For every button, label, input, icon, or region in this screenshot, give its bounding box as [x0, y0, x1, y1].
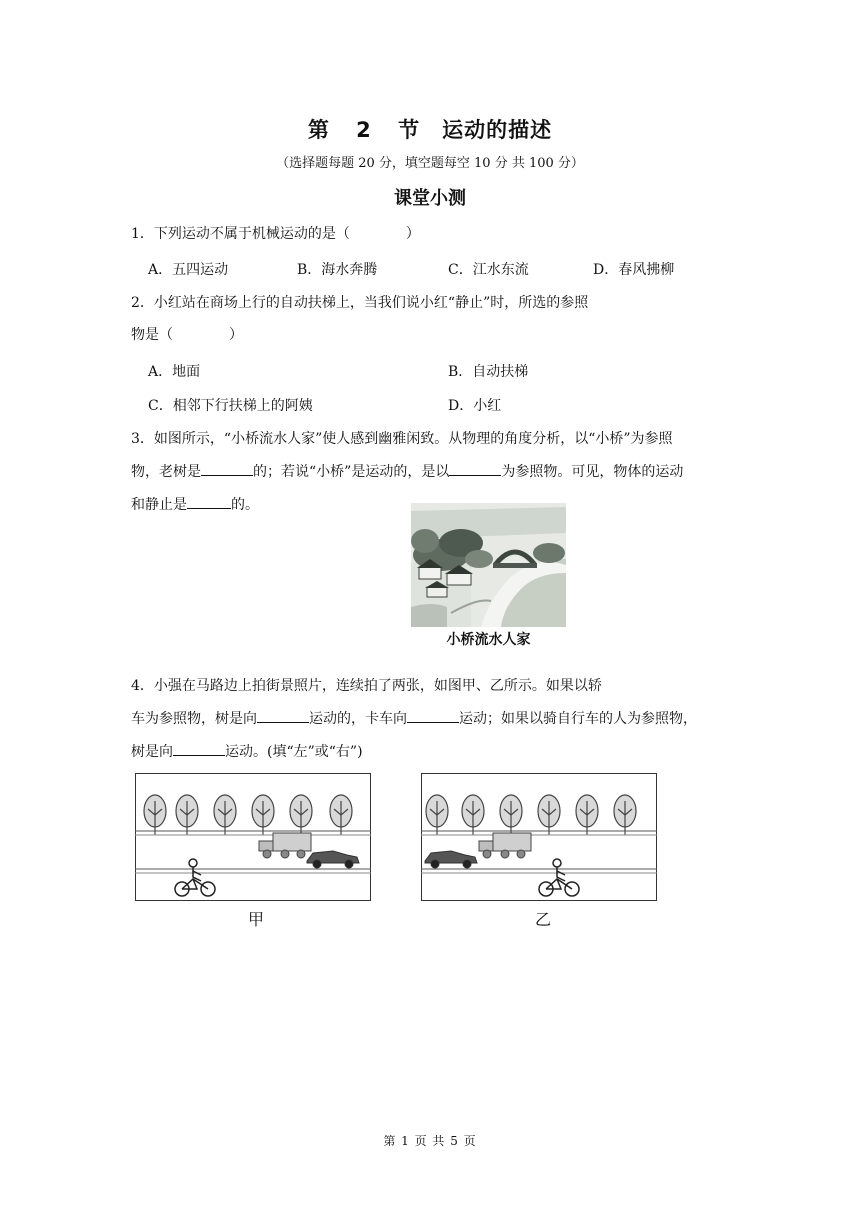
q3-line2-part2: 的；若说“小桥”是运动的，是以	[253, 464, 450, 480]
q1-option-d: D．春风拂柳	[593, 262, 675, 278]
q3-line2-part3: 为参照物。可见，物体的运动	[501, 464, 684, 480]
q3-line3-part2: 的。	[231, 497, 259, 513]
q3-blank-1	[201, 461, 253, 476]
q2-stem-line2: 物是（ ）	[131, 327, 243, 343]
q4-blank-1	[257, 708, 309, 723]
q4-line2-part3: 运动；如果以骑自行车的人为参照物，	[459, 711, 697, 727]
q4-line3	[131, 741, 363, 762]
figure-label-yi: 乙	[535, 910, 552, 929]
street-scene-yi	[421, 773, 657, 901]
q2-stem-line1: 2．小红站在商场上行的自动扶梯上，当我们说小红“静止”时，所选的参照	[131, 295, 589, 311]
q3-line1: 3．如图所示，“小桥流水人家”使人感到幽雅闲致。从物理的角度分析，以“小桥”为参照	[131, 431, 673, 447]
page-footer: 第 1 页 共 5 页	[383, 1134, 477, 1148]
q4-line2-part2: 运动的，卡车向	[309, 711, 407, 727]
q4-blank-3	[173, 741, 225, 756]
street-scene-jia	[135, 773, 371, 901]
q4-line3-part2: 运动。(填“左”或“右”)	[225, 744, 363, 760]
page-title: 第 2 节 运动的描述	[307, 118, 553, 142]
q1-option-b: B．海水奔腾	[297, 262, 378, 278]
q3-line2	[131, 461, 683, 482]
q1-option-c: C．江水东流	[448, 262, 529, 278]
q3-line2-part1: 物，老树是	[131, 464, 201, 480]
q2-option-d: D．小红	[448, 398, 502, 414]
q3-blank-3	[187, 494, 231, 509]
score-note: （选择题每题 20 分，填空题每空 10 分 共 100 分）	[276, 156, 584, 171]
q4-line2	[131, 708, 697, 729]
q2-option-a: A．地面	[148, 364, 201, 380]
section-heading: 课堂小测	[394, 188, 466, 209]
bridge-painting-image	[411, 503, 566, 627]
q4-line2-part1: 车为参照物，树是向	[131, 711, 257, 727]
q3-blank-2	[449, 461, 501, 476]
q2-option-c: C．相邻下行扶梯上的阿姨	[148, 398, 313, 414]
figure-label-jia: 甲	[248, 910, 265, 929]
image-caption: 小桥流水人家	[446, 632, 531, 648]
q2-option-b: B．自动扶梯	[448, 364, 529, 380]
q4-blank-2	[407, 708, 459, 723]
q1-stem: 1．下列运动不属于机械运动的是（ ）	[131, 226, 420, 242]
q1-option-a: A．五四运动	[148, 262, 229, 278]
q4-line3-part1: 树是向	[131, 744, 173, 760]
q3-line3	[131, 494, 259, 515]
q3-line3-part1: 和静止是	[131, 497, 187, 513]
q4-line1: 4．小强在马路边上拍街景照片，连续拍了两张，如图甲、乙所示。如果以轿	[131, 678, 602, 694]
